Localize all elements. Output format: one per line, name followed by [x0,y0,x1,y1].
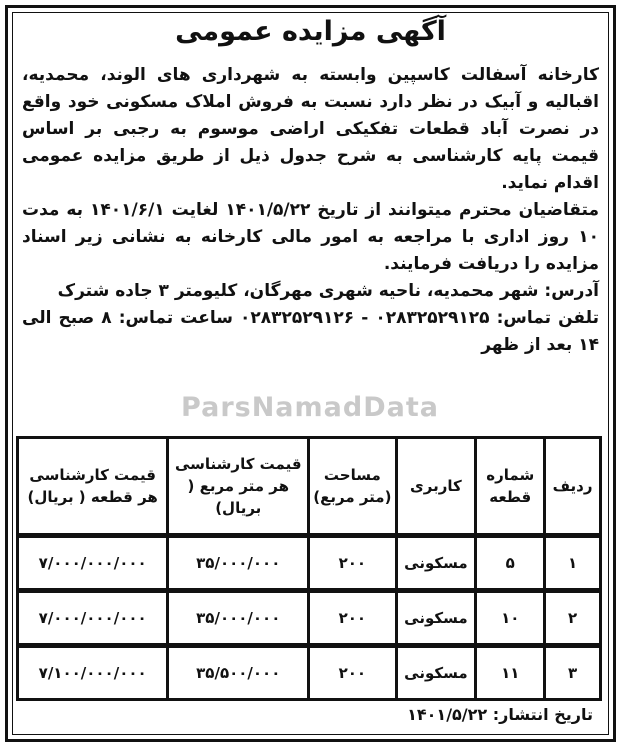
header-price-per-meter: قیمت کارشناسی هر متر مربع ( بریال) [168,438,309,536]
header-usage: کاربری [396,438,476,536]
watermark-text: ParsNamadData [181,392,439,423]
notice-phone: تلفن تماس: ۰۲۸۳۲۵۲۹۱۲۵ - ۰۲۸۳۲۵۲۹۱۲۶ ساعت تماس: ۸ صبح الی ۱۴ بعد از ظهر [22,308,599,355]
cell-area: ۲۰۰ [309,536,396,591]
cell-price-per-lot: ۷/۰۰۰/۰۰۰/۰۰۰ [18,591,168,646]
notice-title: آگهی مزایده عمومی [175,16,446,47]
notice-body [22,62,599,359]
cell-price-per-meter: ۳۵/۵۰۰/۰۰۰ [168,646,309,700]
cell-price-per-meter: ۳۵/۰۰۰/۰۰۰ [168,591,309,646]
publish-date: تاریخ انتشار: ۱۴۰۱/۵/۲۲ [407,705,593,724]
cell-row-number: ۱ [545,536,601,591]
cell-lot-number: ۱۰ [476,591,545,646]
cell-price-per-lot: ۷/۰۰۰/۰۰۰/۰۰۰ [18,536,168,591]
table-row [18,591,601,646]
cell-row-number: ۲ [545,591,601,646]
cell-price-per-lot: ۷/۱۰۰/۰۰۰/۰۰۰ [18,646,168,700]
header-lot-number: شماره قطعه [476,438,545,536]
table-row [18,646,601,700]
notice-paragraph-documents: متقاضیان محترم میتوانند از تاریخ ۱۴۰۱/۵/۲۲ لغایت ۱۴۰۱/۶/۱ به مدت ۱۰ روز اداری با مراجعه به امور مالی کارخانه به نشانی زیر اسناد مزایده را دریافت فرمایند. [22,200,599,274]
cell-usage: مسکونی [396,646,476,700]
cell-area: ۲۰۰ [309,591,396,646]
notice-address: آدرس: شهر محمدیه، ناحیه شهری مهرگان، کلیومتر ۳ جاده شترک [57,281,599,301]
header-price-per-lot: قیمت کارشناسی هر قطعه ( بریال) [18,438,168,536]
cell-usage: مسکونی [396,536,476,591]
cell-lot-number: ۵ [476,536,545,591]
table-header-row [18,438,601,536]
cell-area: ۲۰۰ [309,646,396,700]
table-row [18,536,601,591]
cell-usage: مسکونی [396,591,476,646]
cell-row-number: ۳ [545,646,601,700]
lots-table [16,436,602,701]
cell-lot-number: ۱۱ [476,646,545,700]
header-row-number: ردیف [545,438,601,536]
notice-paragraph-intro: کارخانه آسفالت کاسپین وابسته به شهرداری های الوند، محمدیه، اقبالیه و آبیک در نظر دارد نسبت به فروش املاک مسکونی خود واقع در نصرت آباد قطعات تفکیکی اراضی موسوم به رجبی بر اساس قیمت پایه کارشناسی به شرح جدول ذیل از طریق مزایده عمومی اقدام نماید. [22,65,599,193]
cell-price-per-meter: ۳۵/۰۰۰/۰۰۰ [168,536,309,591]
header-area: مساحت (متر مربع) [309,438,396,536]
